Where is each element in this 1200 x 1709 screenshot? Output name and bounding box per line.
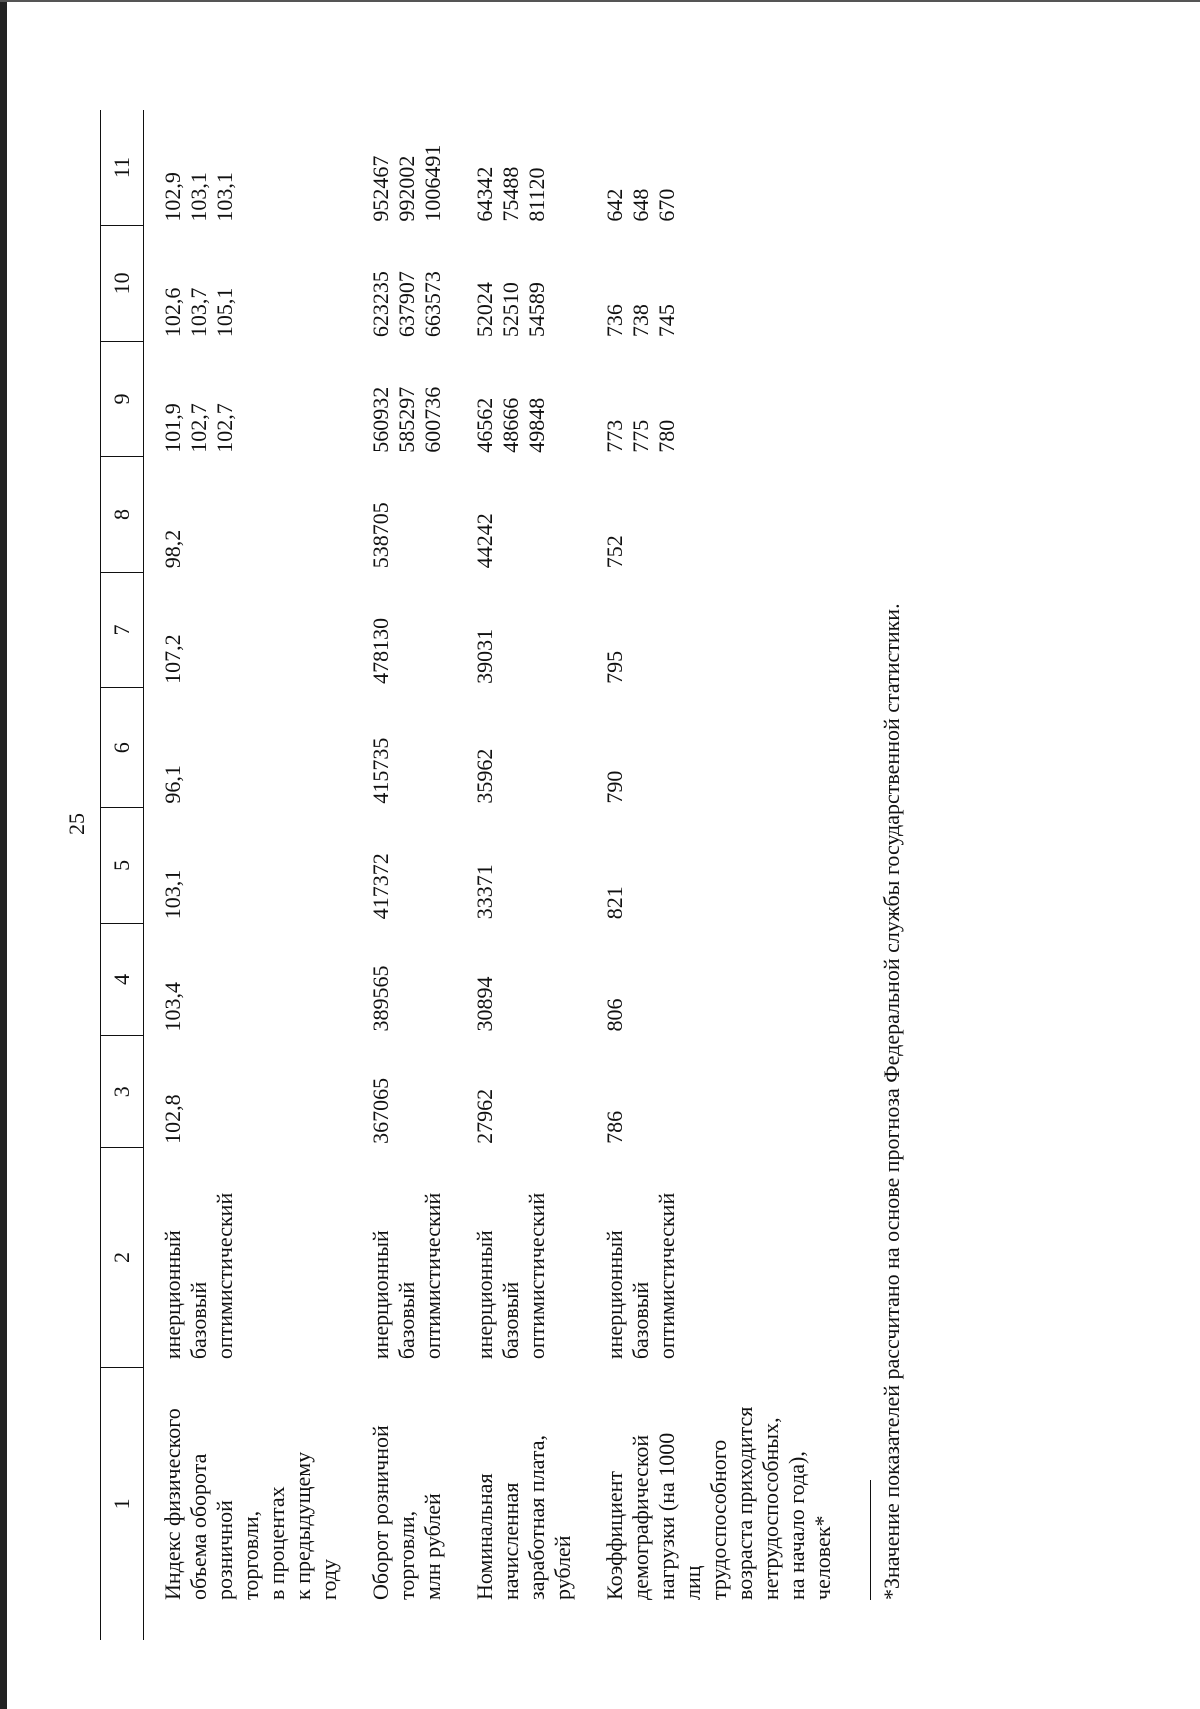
value-cell-line: 49848 — [524, 397, 549, 453]
value-cell — [456, 341, 586, 457]
value-cell: 35962 — [472, 748, 497, 804]
indicator-name-cell-line: Номинальная — [472, 1473, 497, 1600]
value-cell-line: 775 — [628, 419, 653, 453]
indicator-name-cell-line: человек* — [810, 1515, 835, 1600]
value-cell-line: 46562 — [472, 397, 497, 453]
value-cell: 752 — [602, 535, 627, 569]
value-cell: 27962 — [472, 1088, 497, 1144]
indicator-name-cell-line: на начало года), — [784, 1451, 809, 1600]
statistics-table — [100, 110, 846, 1640]
value-cell-line: 642 — [602, 188, 627, 222]
footnote: *Значение показателей рассчитано на основе прогноза Федеральной службы государственной статистики. — [879, 603, 904, 1600]
value-cell — [352, 110, 456, 226]
table-row — [586, 110, 846, 1640]
scenario-cell-line: оптимистический — [212, 1192, 237, 1360]
value-cell — [586, 341, 846, 457]
value-cell-line: 52510 — [498, 282, 523, 338]
value-cell-line: 780 — [654, 419, 679, 453]
column-header: 8 — [101, 457, 144, 573]
value-cell: 30894 — [472, 976, 497, 1032]
indicator-name-cell-line: Индекс физического — [160, 1408, 185, 1600]
value-cell: 103,4 — [160, 982, 185, 1032]
column-header: 6 — [101, 688, 144, 808]
value-cell: 367065 — [368, 1077, 393, 1144]
value-cell-line: 648 — [628, 188, 653, 222]
page-top-edge-line — [0, 0, 1200, 2]
value-cell-line: 600736 — [420, 386, 445, 453]
indicator-name-cell-line: розничной — [212, 1500, 237, 1600]
scenario-cell-line: базовый — [394, 1281, 419, 1360]
value-cell-line: 102,7 — [212, 403, 237, 453]
scenario-cell-line: оптимистический — [524, 1192, 549, 1360]
value-cell-line: 75488 — [498, 166, 523, 222]
value-cell-line: 101,9 — [160, 403, 185, 453]
scenario-cell-line: оптимистический — [654, 1192, 679, 1360]
value-cell-line: 103,7 — [186, 287, 211, 338]
indicator-name-cell — [352, 1367, 456, 1640]
scenario-cell-line: базовый — [628, 1281, 653, 1360]
value-cell-line: 54589 — [524, 282, 549, 338]
value-cell-line: 105,1 — [212, 287, 237, 338]
table-row — [456, 110, 586, 1640]
page-number: 25 — [64, 813, 89, 835]
indicator-name-cell-line: торговли, — [238, 1510, 263, 1600]
value-cell-line: 745 — [654, 304, 679, 338]
column-header: 9 — [101, 341, 144, 457]
scenario-cell — [352, 1148, 456, 1367]
page-left-edge-shadow — [0, 0, 7, 1709]
column-header: 5 — [101, 808, 144, 924]
column-header: 2 — [101, 1148, 144, 1367]
indicator-name-cell-line: Коэффициент — [602, 1470, 627, 1600]
value-cell-line: 736 — [602, 304, 627, 338]
value-cell — [144, 226, 353, 342]
scenario-cell — [586, 1148, 846, 1367]
indicator-name-cell-line: лиц — [680, 1565, 705, 1600]
value-cell-line: 952467 — [368, 155, 393, 222]
indicator-name-cell — [144, 1367, 353, 1640]
scenario-cell-line: инерционный — [368, 1230, 393, 1360]
value-cell: 821 — [602, 886, 627, 920]
column-header: 1 — [101, 1367, 144, 1640]
value-cell: 389565 — [368, 965, 393, 1032]
table-row — [352, 110, 456, 1640]
value-cell: 102,8 — [160, 1094, 185, 1144]
indicator-name-cell — [586, 1367, 846, 1640]
indicator-name-cell-line: к предыдущему — [290, 1451, 315, 1600]
value-cell — [586, 226, 846, 342]
indicator-name-cell-line: демографической — [628, 1434, 653, 1600]
indicator-name-cell-line: млн рублей — [420, 1493, 445, 1600]
value-cell — [586, 110, 846, 226]
indicator-name-cell-line: Оборот розничной — [368, 1425, 393, 1600]
indicator-name-cell-line: возраста приходится — [732, 1406, 757, 1600]
value-cell — [456, 226, 586, 342]
scenario-cell-line: базовый — [186, 1281, 211, 1360]
indicator-name-cell-line: начисленная — [498, 1482, 523, 1600]
value-cell — [144, 110, 353, 226]
value-cell-line: 103,1 — [212, 172, 237, 222]
value-cell-line: 64342 — [472, 166, 497, 222]
indicator-name-cell-line: заработная плата, — [524, 1435, 549, 1600]
scenario-cell-line: инерционный — [472, 1230, 497, 1360]
indicator-name-cell-line: нагрузки (на 1000 — [654, 1432, 679, 1600]
value-cell-line: 102,9 — [160, 172, 185, 222]
indicator-name-cell-line: нетрудоспособных, — [758, 1417, 783, 1600]
value-cell: 33371 — [472, 864, 497, 920]
value-cell: 417372 — [368, 853, 393, 920]
scenario-cell — [456, 1148, 586, 1367]
indicator-name-cell-line: объема оборота — [186, 1453, 211, 1600]
table-row — [144, 110, 353, 1640]
indicator-name-cell-line: торговли, — [394, 1510, 419, 1600]
value-cell-line: 102,6 — [160, 287, 185, 338]
value-cell — [352, 226, 456, 342]
value-cell: 790 — [602, 770, 627, 804]
rotated-table-content — [100, 90, 1080, 1640]
value-cell — [456, 110, 586, 226]
scenario-cell-line: инерционный — [602, 1230, 627, 1360]
value-cell: 103,1 — [160, 869, 185, 920]
value-cell: 795 — [602, 650, 627, 684]
value-cell-line: 585297 — [394, 386, 419, 453]
value-cell: 44242 — [472, 513, 497, 569]
value-cell: 806 — [602, 998, 627, 1032]
value-cell — [352, 341, 456, 457]
value-cell-line: 560932 — [368, 386, 393, 453]
table-header-row — [101, 110, 144, 1640]
value-cell-line: 48666 — [498, 397, 523, 453]
value-cell: 786 — [602, 1110, 627, 1144]
value-cell-line: 102,7 — [186, 403, 211, 453]
scenario-cell-line: инерционный — [160, 1230, 185, 1360]
value-cell: 478130 — [368, 617, 393, 684]
indicator-name-cell-line: году — [316, 1558, 341, 1600]
table-body — [144, 110, 847, 1640]
column-header: 7 — [101, 572, 144, 688]
footnote-divider — [870, 1480, 871, 1600]
value-cell-line: 52024 — [472, 282, 497, 338]
value-cell: 39031 — [472, 628, 497, 684]
indicator-name-cell — [456, 1367, 586, 1640]
value-cell-line: 81120 — [524, 167, 549, 222]
scenario-cell-line: базовый — [498, 1281, 523, 1360]
column-header: 10 — [101, 226, 144, 342]
indicator-name-cell-line: трудоспособного — [706, 1439, 731, 1600]
value-cell: 538705 — [368, 502, 393, 569]
value-cell-line: 623235 — [368, 271, 393, 338]
value-cell-line: 670 — [654, 188, 679, 222]
scenario-cell — [144, 1148, 353, 1367]
value-cell: 415735 — [368, 737, 393, 804]
value-cell-line: 773 — [602, 419, 627, 453]
scenario-cell-line: оптимистический — [420, 1192, 445, 1360]
value-cell-line: 1006491 — [420, 144, 445, 222]
indicator-name-cell-line: рублей — [550, 1535, 575, 1600]
value-cell: 98,2 — [160, 529, 185, 569]
value-cell-line: 663573 — [420, 271, 445, 338]
value-cell-line: 637907 — [394, 271, 419, 338]
value-cell — [144, 341, 353, 457]
value-cell: 107,2 — [160, 634, 185, 684]
value-cell-line: 992002 — [394, 155, 419, 222]
column-header: 11 — [101, 110, 144, 226]
column-header: 3 — [101, 1036, 144, 1148]
column-header: 4 — [101, 923, 144, 1035]
value-cell-line: 103,1 — [186, 172, 211, 222]
value-cell-line: 738 — [628, 304, 653, 338]
indicator-name-cell-line: в процентах — [264, 1486, 289, 1600]
value-cell: 96,1 — [160, 765, 185, 804]
